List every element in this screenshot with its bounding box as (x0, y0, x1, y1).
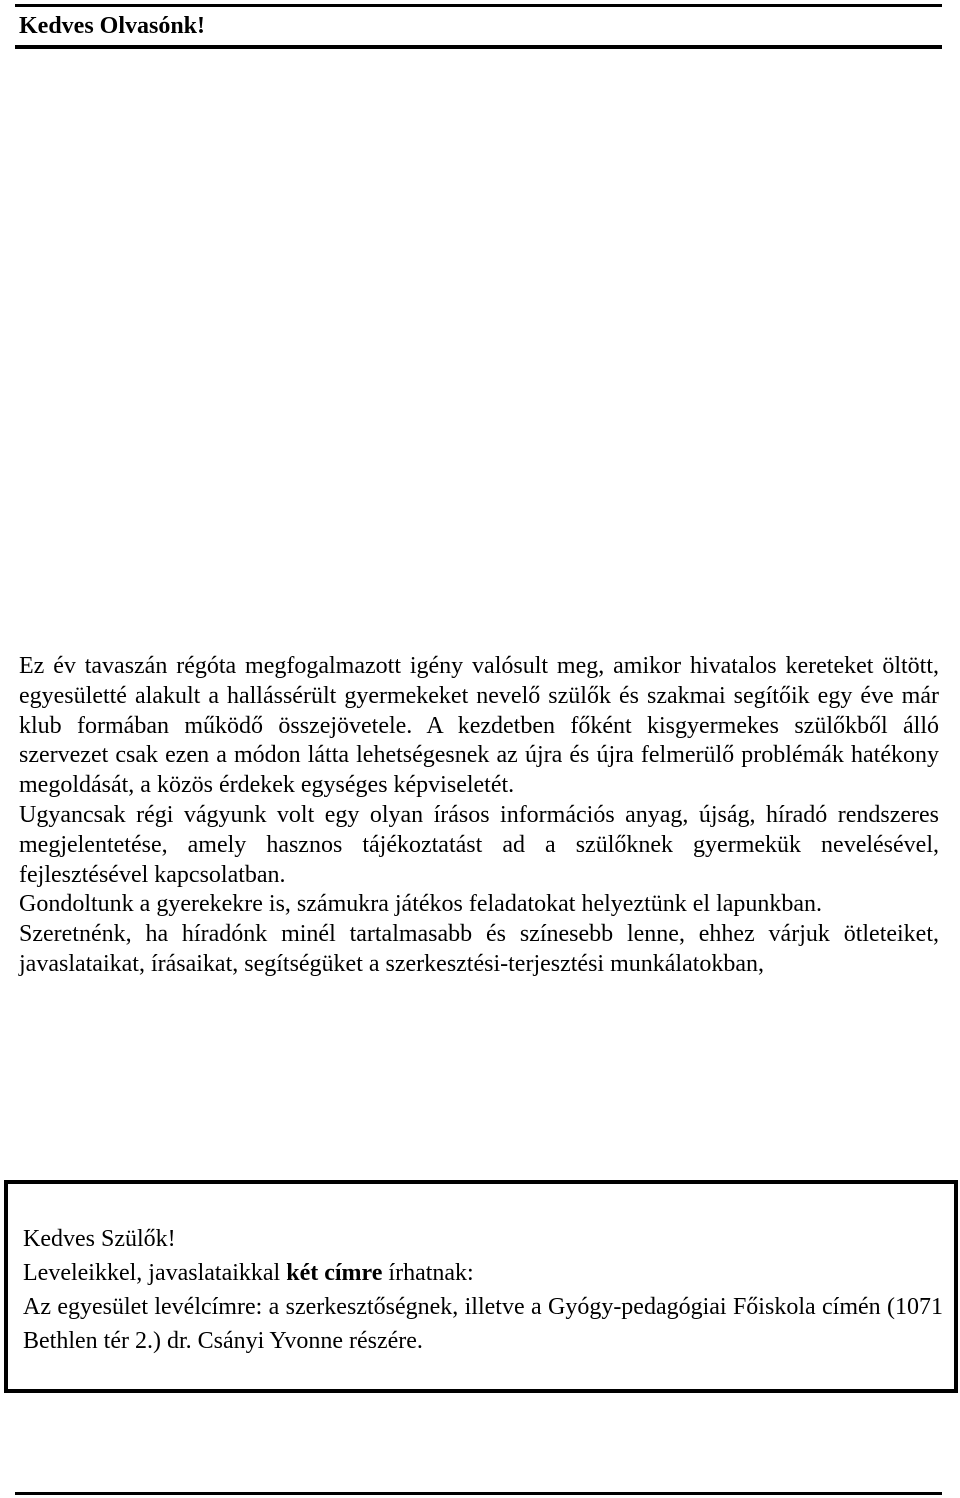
salutation-heading: Kedves Olvasónk! (19, 13, 206, 39)
notice-instruction (23, 1256, 943, 1290)
intro-paragraph-1: Ez év tavaszán régóta megfogalmazott igény valósult meg, amikor hivatalos kereteket öltött, egyesületté alakult a hallássérült gyermekeket nevelő szülők és szakmai segítőik egy éve már klub formában működő összejövetele. A kezdetben főként kisgyermekes szülőkből álló szervezet csak ezen a módon látta lehetségesnek az újra és újra felmerülő problémák hatékony megoldását, a közös érdekek egységes képviseletét. (19, 653, 939, 799)
notice-instruction-suffix: írhatnak: (382, 1260, 474, 1286)
top-rule (15, 4, 942, 7)
intro-letter (19, 652, 939, 980)
notice-content (23, 1222, 943, 1358)
notice-instruction-bold: két címre (286, 1260, 383, 1286)
notice-greeting: Kedves Szülők! (23, 1226, 176, 1252)
intro-paragraph-4: Szeretnénk, ha híradónk minél tartalmasabb és színesebb lenne, ehhez várjuk ötleteiket, javaslataikat, írásaikat, segítségüket a szerkesztési-terjesztési munkálatokban, (19, 921, 939, 977)
intro-paragraph-3: Gondoltunk a gyerekekre is, számukra játékos feladatokat helyeztünk el lapunkban. (19, 891, 823, 918)
notice-instruction-prefix: Leveleikkel, javaslataikkal (23, 1260, 287, 1286)
notice-box (4, 1180, 958, 1393)
intro-paragraph-2: Ugyancsak régi vágyunk volt egy olyan írásos információs anyag, újság, híradó rendszeres megjelentetése, amely hasznos tájékoztatást ad a szülőknek gyermekük nevelésével, fejlesztésével kapcsolatban. (19, 801, 939, 888)
notice-address: Az egyesület levélcímre: a szerkesztőségnek, illetve a Gyógy-pedagógiai Főiskola címén (1071 Bethlen tér 2.) dr. Csányi Yvonne részére. (23, 1294, 943, 1354)
header-rule (15, 45, 942, 49)
bottom-rule (15, 1492, 942, 1495)
